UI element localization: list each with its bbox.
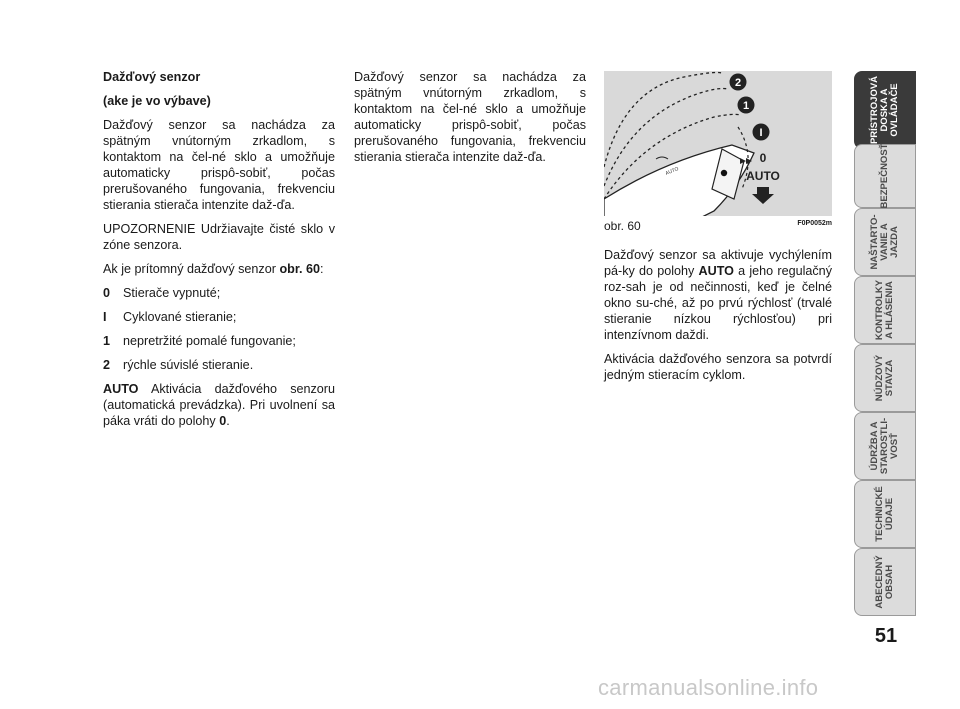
section-heading: Dažďový senzor <box>103 70 201 84</box>
tab-kontrolky[interactable]: KONTROLKY A HLÁSENIA <box>854 276 916 344</box>
page-number: 51 <box>874 625 898 647</box>
tab-bezpecnost[interactable]: BEZPEČNOSŤ <box>854 144 916 208</box>
middle-column <box>354 69 586 173</box>
position-I-label: I <box>759 127 763 139</box>
tab-udrzba[interactable]: ÚDRŽBA A STAROSTLI- VOSŤ <box>854 412 916 480</box>
figure-caption <box>604 219 832 233</box>
tab-technicke-udaje[interactable]: TECHNICKÉ ÚDAJE <box>854 480 916 548</box>
position-0-label: 0 <box>759 151 767 165</box>
lever-auto-label: AUTO <box>664 166 680 177</box>
watermark: carmanualsonline.info <box>598 675 819 700</box>
position-2-label: 2 <box>734 77 742 89</box>
position-1-label: 1 <box>742 100 750 112</box>
confirmation-paragraph: Aktivácia dažďového senzora sa potvrdí jedným stieracím cyklom. <box>604 352 832 382</box>
list-item: 1 nepretržité pomalé fungovanie; <box>103 334 296 348</box>
list-item: I Cyklované stieranie; <box>103 310 237 324</box>
reference-paragraph: Ak je prítomný dažďový senzor obr. 60: <box>103 262 324 276</box>
auto-paragraph: AUTO Aktivácia dažďového senzoru (automatická prevádzka). Pri uvolnení sa páka vráti do polohy 0. <box>103 382 335 428</box>
middle-paragraph: Dažďový senzor sa nachádza za spätným vnútorným zrkadlom, s kontaktom na čel-né sklo a umožňuje automaticky prispô-sobiť, počas prerušovaného fungovania, frekvenciu stierania stierača intenzite daž-ďa. <box>354 70 586 164</box>
tab-pristrojova-doska[interactable]: PRÍSTROJOVÁ DOSKA A OVLÁDAČE <box>854 71 916 149</box>
list-item: 0 Stierače vypnuté; <box>103 286 221 300</box>
activation-paragraph: Dažďový senzor sa aktivuje vychýlením pá-ky do polohy AUTO a jeho regulačný roz-sah je od nečinnosti, keď je čelné okno su-ché, až po prvú rýchlosť (trvalé stieranie nízkou rýchlosťou) pri intenzívnom daždi. <box>604 248 832 342</box>
tab-nastartovanie[interactable]: NAŠTARTO- VANIE A JAZDA <box>854 208 916 276</box>
figure-reference: obr. 60 <box>279 262 321 276</box>
figure-code: F0P0052m <box>797 220 832 227</box>
section-subheading: (ake je vo výbave) <box>103 94 211 108</box>
intro-paragraph: Dažďový senzor sa nachádza za spätným vnútorným zrkadlom, s kontaktom na čel-né sklo a umožňuje automaticky prispô-sobiť, počas prerušovaného fungovania, frekvenciu stierania stierača intenzite daž-ďa. <box>103 118 335 212</box>
left-column <box>103 69 335 437</box>
warning-paragraph: UPOZORNENIE Udržiavajte čisté sklo v zóne senzora. <box>103 222 335 252</box>
wiper-lever-figure <box>604 71 832 216</box>
wiper-lever-illustration <box>604 71 832 216</box>
tab-nudzovy-stav[interactable]: NÚDZOVÝ STAVZA <box>854 344 916 412</box>
tab-abecedny-obsah[interactable]: ABECEDNÝ OBSAH <box>854 548 916 616</box>
right-column <box>604 247 832 391</box>
figure-number: obr. 60 <box>604 219 641 233</box>
arrow-down-icon <box>752 187 774 204</box>
list-item: 2 rýchle súvislé stieranie. <box>103 358 254 372</box>
position-auto-label: AUTO <box>746 169 780 183</box>
